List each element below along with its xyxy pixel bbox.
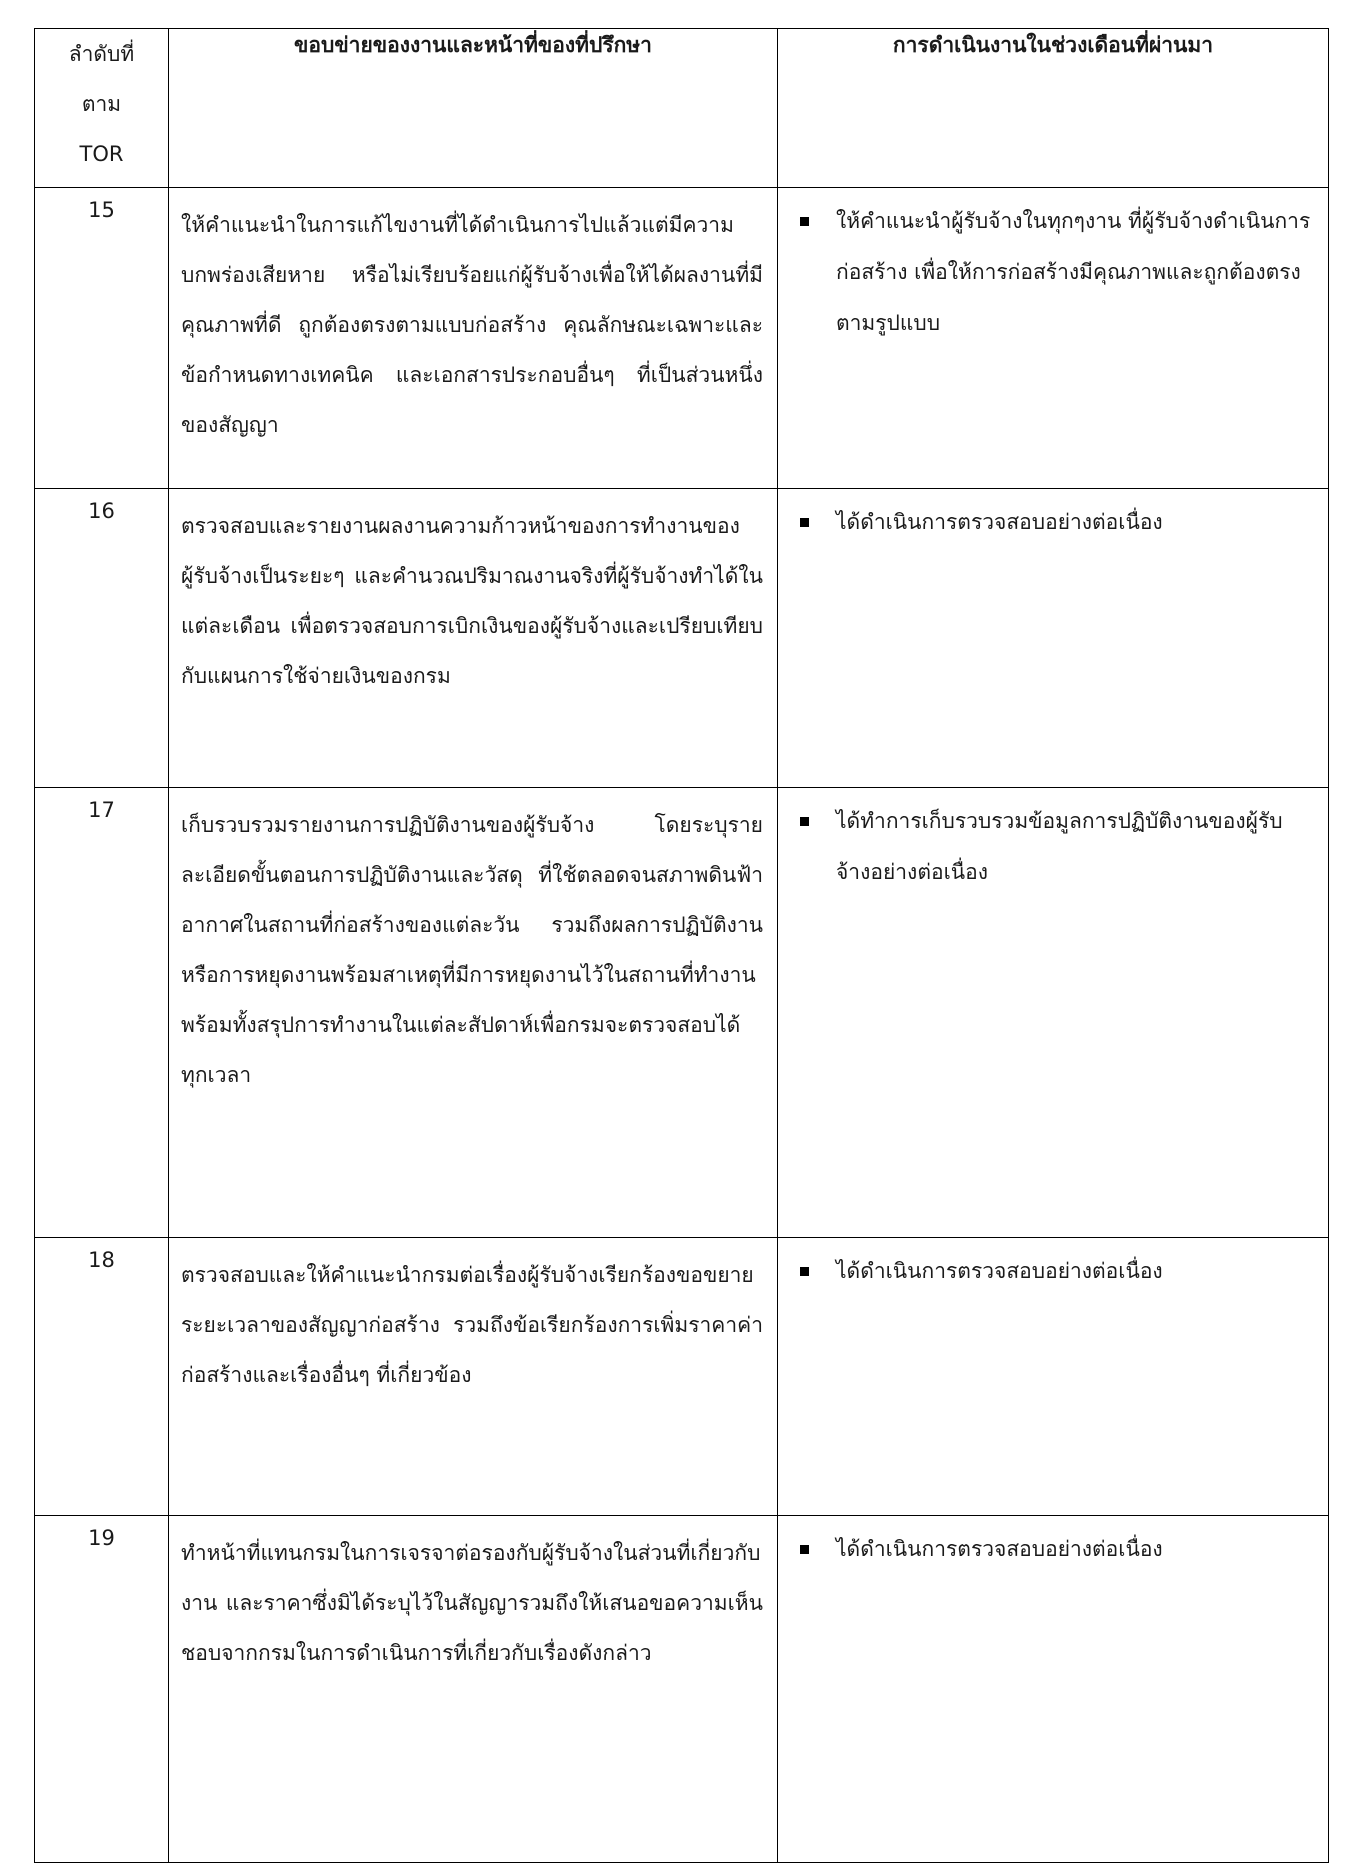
header-scope: ขอบข่ายของงานและหน้าที่ของที่ปรึกษา xyxy=(169,29,778,188)
square-bullet-icon xyxy=(800,817,809,826)
table-header-row xyxy=(35,29,1329,188)
table-row xyxy=(35,788,1329,1238)
header-progress: การดำเนินงานในช่วงเดือนที่ผ่านมา xyxy=(778,29,1329,188)
row-number: 19 xyxy=(35,1516,169,1863)
tor-progress-table xyxy=(34,28,1329,1863)
progress-bullet-item xyxy=(792,196,1316,349)
row-number: 17 xyxy=(35,788,169,1238)
row-scope: ตรวจสอบและให้คำแนะนำกรมต่อเรื่องผู้รับจ้างเรียกร้องขอขยายระยะเวลาของสัญญาก่อสร้าง รวมถึงข้อเรียกร้องการเพิ่มราคาค่าก่อสร้างและเรื่องอื่นๆ ที่เกี่ยวข้อง xyxy=(169,1238,778,1516)
row-progress xyxy=(778,1516,1329,1863)
row-number: 18 xyxy=(35,1238,169,1516)
row-scope: ตรวจสอบและรายงานผลงานความก้าวหน้าของการทำงานของผู้รับจ้างเป็นระยะๆ และคำนวณปริมาณงานจริงที่ผู้รับจ้างทำได้ในแต่ละเดือน เพื่อตรวจสอบการเบิกเงินของผู้รับจ้างและเปรียบเทียบกับแผนการใช้จ่ายเงินของกรม xyxy=(169,489,778,788)
header-number-line: TOR xyxy=(79,142,124,166)
row-number: 15 xyxy=(35,188,169,489)
progress-text: ได้ทำการเก็บรวบรวมข้อมูลการปฏิบัติงานของผู้รับจ้างอย่างต่อเนื่อง xyxy=(836,809,1283,884)
progress-bullet-item xyxy=(792,497,1316,548)
table-row xyxy=(35,1516,1329,1863)
square-bullet-icon xyxy=(800,1545,809,1554)
row-progress xyxy=(778,489,1329,788)
header-number xyxy=(35,29,169,188)
header-number-line: ตาม xyxy=(81,92,122,116)
row-progress xyxy=(778,188,1329,489)
square-bullet-icon xyxy=(800,1267,809,1276)
row-scope: เก็บรวบรวมรายงานการปฏิบัติงานของผู้รับจ้าง โดยระบุรายละเอียดขั้นตอนการปฏิบัติงานและวัสดุ ที่ใช้ตลอดจนสภาพดินฟ้าอากาศในสถานที่ก่อสร้างของแต่ละวัน รวมถึงผลการปฏิบัติงานหรือการหยุดงานพร้อมสาเหตุที่มีการหยุดงานไว้ในสถานที่ทำงาน พร้อมทั้งสรุปการทำงานในแต่ละสัปดาห์เพื่อกรมจะตรวจสอบได้ทุกเวลา xyxy=(169,788,778,1238)
row-scope: ทำหน้าที่แทนกรมในการเจรจาต่อรองกับผู้รับจ้างในส่วนที่เกี่ยวกับงาน และราคาซึ่งมิได้ระบุไว้ในสัญญารวมถึงให้เสนอขอความเห็นชอบจากกรมในการดำเนินการที่เกี่ยวกับเรื่องดังกล่าว xyxy=(169,1516,778,1863)
row-number: 16 xyxy=(35,489,169,788)
table-row xyxy=(35,1238,1329,1516)
row-progress xyxy=(778,1238,1329,1516)
row-scope: ให้คำแนะนำในการแก้ไขงานที่ได้ดำเนินการไปแล้วแต่มีความบกพร่องเสียหาย หรือไม่เรียบร้อยแก่ผู้รับจ้างเพื่อให้ได้ผลงานที่มีคุณภาพที่ดี ถูกต้องตรงตามแบบก่อสร้าง คุณลักษณะเฉพาะและข้อกำหนดทางเทคนิค และเอกสารประกอบอื่นๆ ที่เป็นส่วนหนึ่งของสัญญา xyxy=(169,188,778,489)
progress-bullet-item xyxy=(792,796,1316,898)
progress-bullet-item xyxy=(792,1524,1316,1575)
progress-text: ได้ดำเนินการตรวจสอบอย่างต่อเนื่อง xyxy=(836,1537,1163,1561)
progress-text: ได้ดำเนินการตรวจสอบอย่างต่อเนื่อง xyxy=(836,1259,1163,1283)
table-row xyxy=(35,489,1329,788)
table-row xyxy=(35,188,1329,489)
square-bullet-icon xyxy=(800,217,809,226)
row-progress xyxy=(778,788,1329,1238)
progress-bullet-item xyxy=(792,1246,1316,1297)
header-number-line: ลำดับที่ xyxy=(68,42,135,66)
square-bullet-icon xyxy=(800,518,809,527)
progress-text: ให้คำแนะนำผู้รับจ้างในทุกๆงาน ที่ผู้รับจ้างดำเนินการก่อสร้าง เพื่อให้การก่อสร้างมีคุณภาพและถูกต้องตรงตามรูปแบบ xyxy=(836,209,1311,335)
progress-text: ได้ดำเนินการตรวจสอบอย่างต่อเนื่อง xyxy=(836,510,1163,534)
